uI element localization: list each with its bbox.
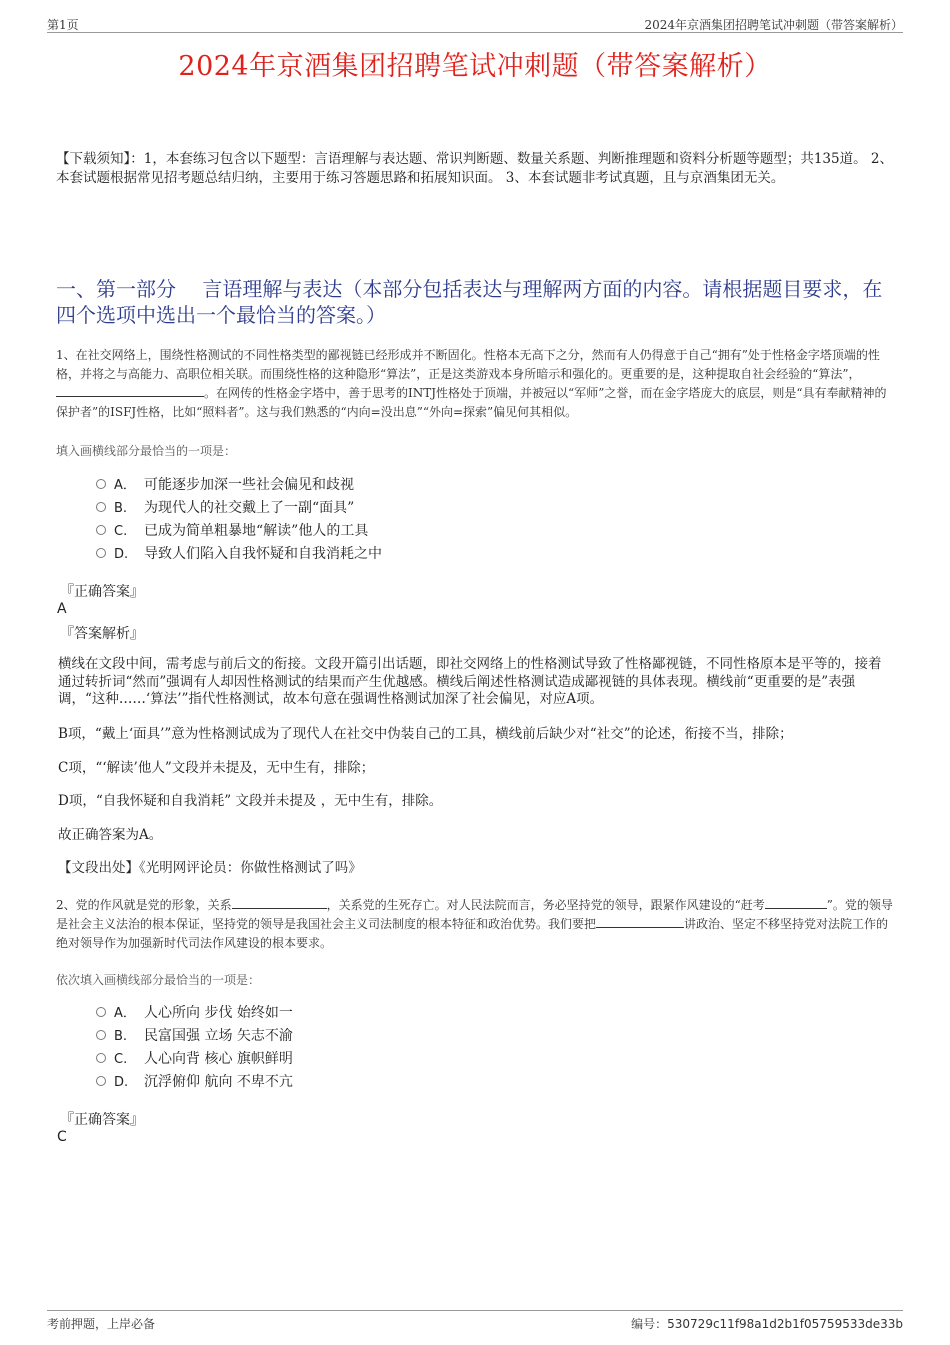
question-2-stem: 2、党的作风就是党的形象，关系 ，关系党的生死存亡。对人民法院而言，务必坚持党的领导，跟紧作风建设的“赶考 ”。党的领导是社会主义法治的根本保证，坚持党的领导是我国社会主义司法制度的根本特征和政治优势。我们要把 讲政治、坚定不移坚持党对法院工作的绝对领导作为加强新时代司法作风建设的根本要求。 (56, 898, 893, 950)
question-1-stem (56, 346, 898, 422)
q2-option-d[interactable]: D. 沉浮俯仰 航向 不卑不亢 (96, 1071, 293, 1094)
page-number: 第1页 (47, 18, 79, 32)
q2-blank-2 (765, 896, 827, 909)
page-header (47, 14, 903, 33)
page-title: 2024年京酒集团招聘笔试冲刺题（带答案解析） (178, 51, 772, 82)
q2-options (96, 1002, 293, 1094)
q1-answer-label: 『正确答案』 (60, 584, 144, 600)
q1-explanation-3: C项，“‘解读’他人”文段并未提及，无中生有，排除； (58, 760, 375, 776)
footer-doc-id: 编号：530729c11f98a1d2b1f05759533de33b (631, 1317, 903, 1331)
q1-explanation-1: 横线在文段中间，需考虑与前后文的衔接。文段开篇引出话题，即社交网络上的性格测试导致了性格鄙视链，不同性格原本是平等的，接着通过转折词“然而”强调有人却因性格测试的结果而产生优越感。横线后阐述性格测试造成鄙视链的具体表现。横线前“更重要的是”表强调，“这种……‘算法’”指代性格测试，故本句意在强调性格测试加深了社会偏见，对应A项。 (58, 656, 882, 707)
q1-answer: A (57, 601, 67, 617)
q1-explanation-5: 故正确答案为A。 (58, 827, 163, 843)
q1-option-b[interactable]: B. 为现代人的社交戴上了一副“面具” (96, 497, 382, 520)
q1-stem-part-a: 1、在社交网络上，围绕性格测试的不同性格类型的鄙视链已经形成并不断固化。性格本无高下之分，然而有人仍得意于自己“拥有”处于性格金字塔顶端的性格，并将之与高能力、高职位相关联。而围绕性格的这种隐形“算法”，正是这类游戏本身所暗示和强化的。更重要的是，这种提取自社会经验的“算法”， (56, 348, 880, 381)
q1-blank (56, 384, 204, 397)
q2-answer-label: 『正确答案』 (60, 1112, 144, 1128)
radio-icon[interactable] (96, 525, 106, 535)
q2-option-b[interactable]: B. 民富国强 立场 矢志不渝 (96, 1025, 293, 1048)
q2-answer: C (57, 1129, 67, 1145)
q1-options (96, 474, 382, 566)
q1-explanation-2: B项，“戴上‘面具’”意为性格测试成为了现代人在社交中伪装自己的工具，横线前后缺少对“社交”的论述，衔接不当，排除； (58, 726, 793, 742)
radio-icon[interactable] (96, 1030, 106, 1040)
q1-option-d[interactable]: D. 导致人们陷入自我怀疑和自我消耗之中 (96, 543, 382, 566)
download-notice: 【下载须知】：1，本套练习包含以下题型：言语理解与表达题、常识判断题、数量关系题、判断推理题和资料分析题等题型；共135道。 2、本套试题根据常见招考题总结归纳，主要用于练习答题思路和拓展知识面。 3、本套试题非考试真题，且与京酒集团无关。 (56, 151, 893, 186)
q1-analysis-label: 『答案解析』 (60, 626, 144, 642)
radio-icon[interactable] (96, 1053, 106, 1063)
q1-stem-part-b: 。在网传的性格金字塔中，善于思考的INTJ性格处于顶端，并被冠以“军师”之誉，而在金字塔庞大的底层，则是“具有奉献精神的保护者”的ISFJ性格，比如“照料者”。这与我们熟悉的“内向=没出息”“外向=探索”偏见何其相似。 (56, 386, 887, 419)
q1-prompt: 填入画横线部分最恰当的一项是： (56, 444, 237, 458)
radio-icon[interactable] (96, 1076, 106, 1086)
q1-option-c[interactable]: C. 已成为简单粗暴地“解读”他人的工具 (96, 520, 382, 543)
q2-option-c[interactable]: C. 人心向背 核心 旗帜鲜明 (96, 1048, 293, 1071)
q2-blank-1 (232, 896, 327, 909)
radio-icon[interactable] (96, 1007, 106, 1017)
radio-icon[interactable] (96, 479, 106, 489)
q2-blank-3 (596, 915, 684, 928)
q1-explanation-4: D项，“自我怀疑和自我消耗” 文段并未提及 ，无中生有，排除。 (58, 793, 443, 809)
radio-icon[interactable] (96, 502, 106, 512)
header-doc-name: 2024年京酒集团招聘笔试冲刺题（带答案解析） (644, 18, 903, 32)
q1-source: 【文段出处】《光明网评论员：你做性格测试了吗》 (58, 860, 362, 876)
section-heading: 一、第一部分 言语理解与表达（本部分包括表达与理解两方面的内容。请根据题目要求，在四个选项中选出一个最恰当的答案。） (56, 277, 883, 327)
page-footer (47, 1310, 903, 1335)
footer-slogan: 考前押题，上岸必备 (47, 1317, 156, 1331)
q2-option-a[interactable]: A． 人心所向 步伐 始终如一 (96, 1002, 293, 1025)
q1-option-a[interactable]: A． 可能逐步加深一些社会偏见和歧视 (96, 474, 382, 497)
q2-prompt: 依次填入画横线部分最恰当的一项是： (56, 973, 261, 987)
radio-icon[interactable] (96, 548, 106, 558)
